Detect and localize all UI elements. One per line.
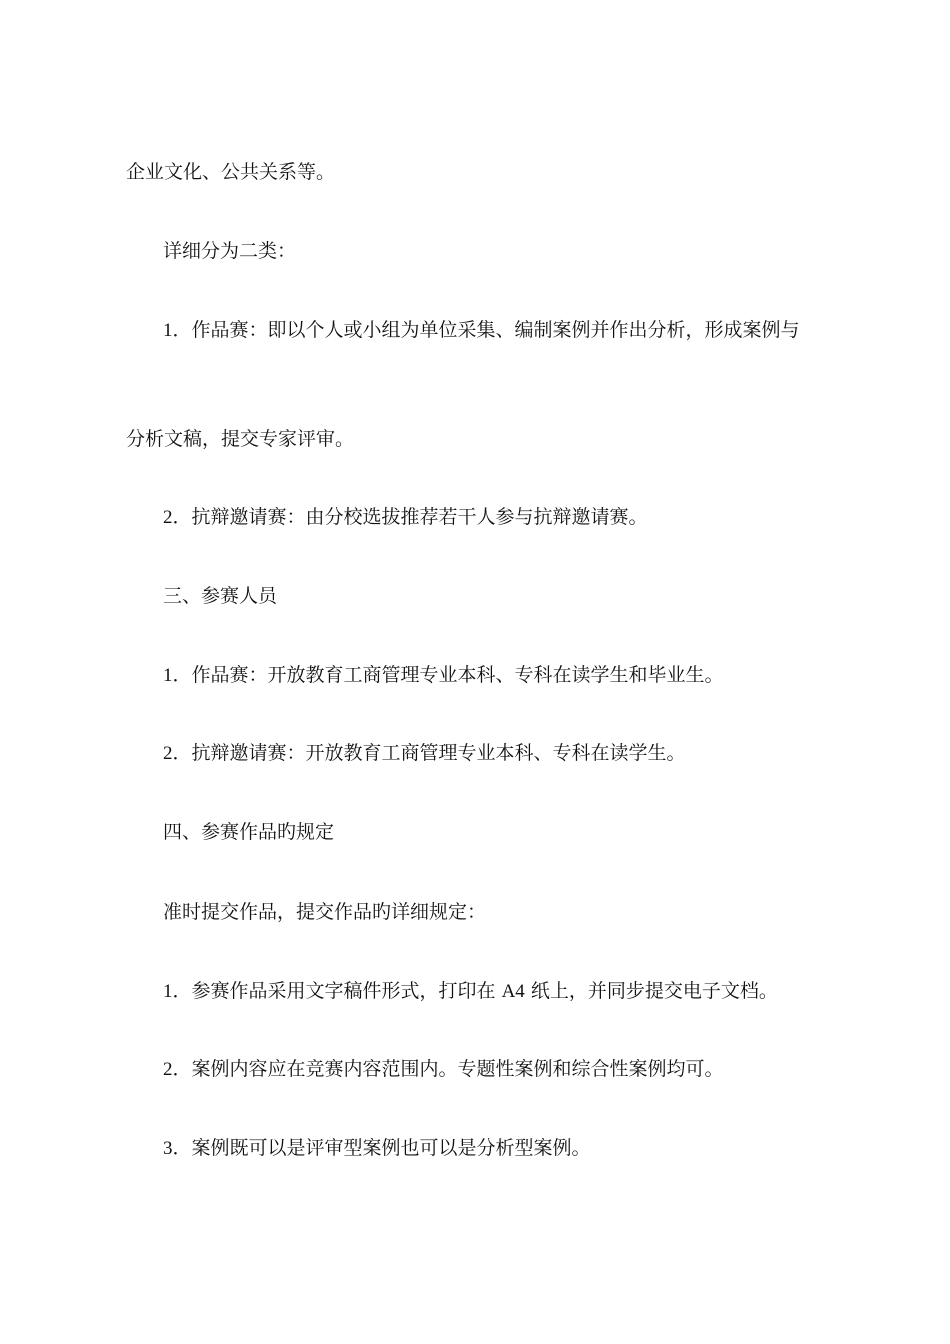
list-number: 1． (163, 320, 192, 341)
list-item-1 (163, 663, 724, 688)
list-item-1 (163, 979, 778, 1004)
list-item-text: 抗辩邀请赛：由分校选拔推荐若干人参与抗辩邀请赛。 (191, 506, 648, 528)
paragraph-text: 企业文化、公共关系等。 (126, 161, 336, 183)
list-item-text: 参赛作品采用文字稿件形式，打印在 (191, 980, 502, 1002)
section-heading-text: 四、参赛作品旳规定 (163, 821, 335, 843)
list-item-3 (163, 1136, 591, 1161)
list-item-text: 案例既可以是评审型案例也可以是分析型案例。 (191, 1137, 591, 1159)
list-item-text: 作品赛：开放教育工商管理专业本科、专科在读学生和毕业生。 (191, 664, 724, 686)
section-heading-participants (163, 584, 277, 608)
list-item-2 (163, 505, 648, 530)
list-item-1-continuation (126, 427, 354, 451)
paper-size-text: A4 (501, 981, 525, 1002)
paragraph-intro (163, 239, 296, 263)
list-item-2 (163, 1057, 724, 1082)
list-item-text: 作品赛：即以个人或小组为单位采集、编制案例并作出分析，形成案例与 (191, 319, 800, 341)
list-number: 3． (163, 1138, 192, 1159)
list-number: 1． (163, 665, 192, 686)
paragraph-text: 准时提交作品，提交作品旳详细规定： (163, 901, 487, 923)
list-item-text: 案例内容应在竞赛内容范围内。专题性案例和综合性案例均可。 (191, 1058, 724, 1080)
list-number: 2． (163, 507, 192, 528)
list-item-text: 纸上，并同步提交电子文档。 (524, 980, 778, 1002)
list-item-2 (163, 741, 686, 766)
list-item-text: 分析文稿，提交专家评审。 (126, 428, 355, 450)
list-number: 1． (163, 981, 192, 1002)
list-item-text: 抗辩邀请赛：开放教育工商管理专业本科、专科在读学生。 (191, 742, 686, 764)
section-heading-text: 三、参赛人员 (163, 585, 278, 607)
list-number: 2． (163, 1059, 192, 1080)
paragraph-text: 详细分为二类： (163, 240, 297, 262)
paragraph-requirements-intro (163, 900, 486, 924)
paragraph-continuation (126, 160, 335, 184)
list-item-1 (163, 318, 800, 343)
list-number: 2． (163, 743, 192, 764)
section-heading-requirements (163, 820, 334, 844)
